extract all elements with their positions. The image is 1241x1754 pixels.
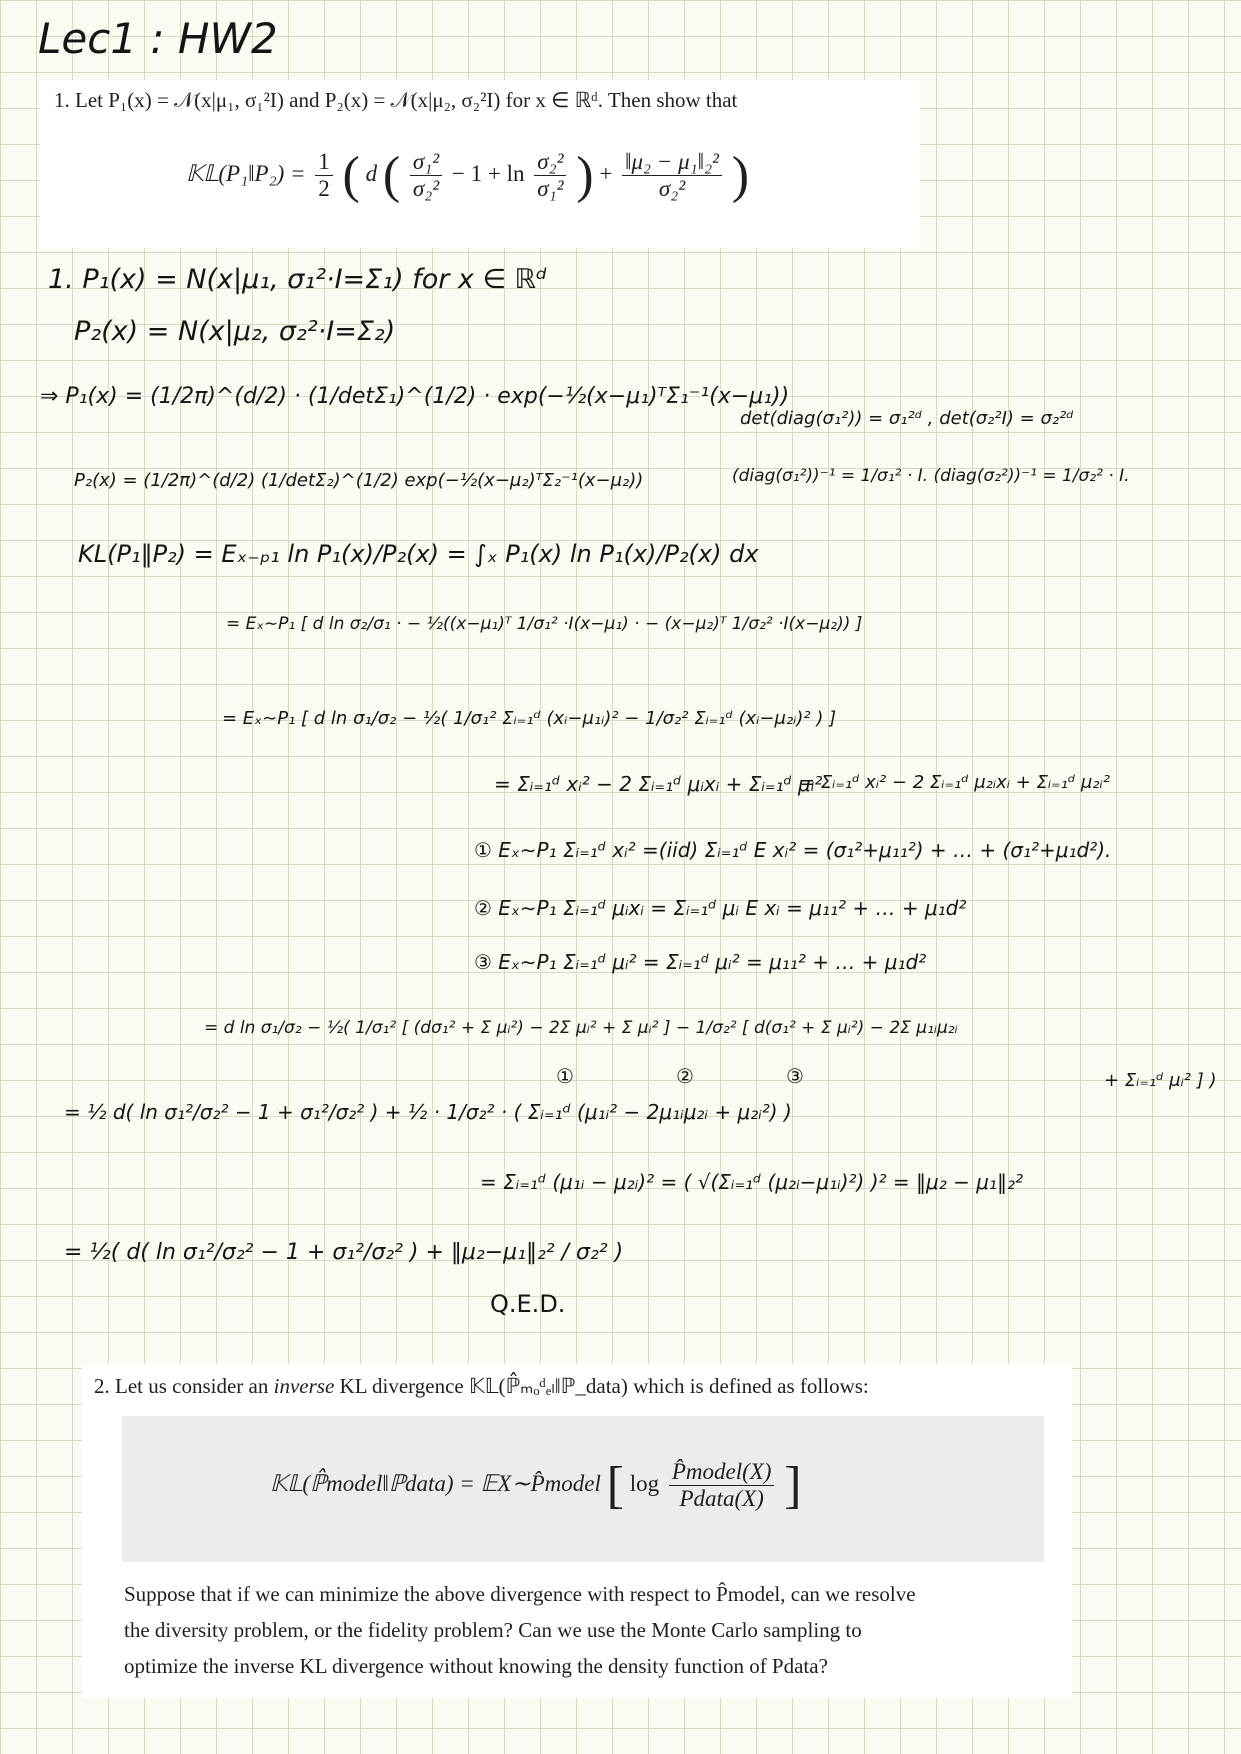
solution-line-10: ② Eₓ∼P₁ Σᵢ₌₁ᵈ μᵢxᵢ = Σᵢ₌₁ᵈ μᵢ E xᵢ = μ₁₁² + … + μ₁d² (474, 896, 967, 920)
formula-middle: − 1 + ln (451, 160, 525, 186)
solution-side-note-1: det(diag(σ₁²)) = σ₁²ᵈ , det(σ₂²I) = σ₂²ᵈ (740, 408, 1074, 429)
solution-line-4: P₂(x) = (1/2π)^(d/2) (1/detΣ₂)^(1/2) exp(−½(x−μ₂)ᵀΣ₂⁻¹(x−μ₂)) (74, 470, 644, 491)
problem-2-question-line-1: Suppose that if we can minimize the above divergence with respect to P̂model, can we resolve (124, 1582, 916, 1606)
problem-2-formula-lhs: 𝕂𝕃(ℙ̂model‖ℙdata) = 𝔼X∼P̂model (270, 1470, 601, 1496)
formula-lhs: 𝕂𝕃(P₁‖P₂) = (186, 160, 306, 186)
problem-2-question-line-2: the diversity problem, or the fidelity problem? Can we use the Monte Carlo sampling to (124, 1618, 862, 1642)
solution-line-14: = Σᵢ₌₁ᵈ (μ₁ᵢ − μ₂ᵢ)² = ( √(Σᵢ₌₁ᵈ (μ₂ᵢ−μ₁ᵢ)²) )² = ‖μ₂ − μ₁‖₂² (480, 1170, 1023, 1194)
solution-line-11: ③ Eₓ∼P₁ Σᵢ₌₁ᵈ μᵢ² = Σᵢ₌₁ᵈ μᵢ² = μ₁₁² + … + μ₁d² (474, 950, 927, 974)
problem-2-number: 2. (94, 1374, 110, 1398)
solution-line-7: = Eₓ∼P₁ [ d ln σ₁/σ₂ − ½( 1/σ₁² Σᵢ₌₁ᵈ (xᵢ−μ₁ᵢ)² − 1/σ₂² Σᵢ₌₁ᵈ (xᵢ−μ₂ᵢ)² ) ] (222, 708, 837, 729)
solution-circle-2: ② (676, 1064, 694, 1088)
solution-line-5: KL(P₁‖P₂) = Eₓ₋ₚ₁ ln P₁(x)/P₂(x) = ∫ₓ P₁(x) ln P₁(x)/P₂(x) dx (78, 540, 759, 568)
problem-1-formula: 𝕂𝕃(P₁‖P₂) = $\frac{1}{2}$ ( d ( $\frac{\text{σ₁²}}{\text{σ₂²}}$ − 1 + ln $\frac{\text{σ₂²}}{\text{σ₁²}}$ ) + $\frac{\text{‖μ₂ − μ₁‖₂²}}{\text{σ₂²}}$ ) (186, 147, 750, 204)
solution-line-2: P₂(x) = N(x|μ₂, σ₂²·I=Σ₂) (74, 316, 396, 347)
solution-line-15: = ½( d( ln σ₁²/σ₂² − 1 + σ₁²/σ₂² ) + ‖μ₂−μ₁‖₂² / σ₂² ) (64, 1240, 624, 1265)
solution-line-8a: = Σᵢ₌₁ᵈ xᵢ² − 2 Σᵢ₌₁ᵈ μᵢxᵢ + Σᵢ₌₁ᵈ μᵢ² (494, 772, 823, 796)
problem-2-intro: 2. Let us consider an inverse KL divergence 𝕂𝕃(ℙ̂ₘₒᵈₑₗ‖ℙ_data) which is defined as follows: (94, 1374, 869, 1398)
formula-ratio-2: $\frac{\text{σ₂²}}{\text{σ₁²}}$ (534, 149, 566, 202)
solution-line-3: ⇒ P₁(x) = (1/2π)^(d/2) · (1/detΣ₁)^(1/2) · exp(−½(x−μ₁)ᵀΣ₁⁻¹(x−μ₁)) (40, 384, 790, 409)
problem-2-inverse-word: inverse (273, 1374, 335, 1398)
problem-2-question (124, 1576, 916, 1684)
problem-2-question-line-3: optimize the inverse KL divergence without knowing the density function of Pdata? (124, 1654, 828, 1678)
solution-side-note-2: (diag(σ₁²))⁻¹ = 1/σ₁² · I. (diag(σ₂²))⁻¹ = 1/σ₂² · I. (732, 466, 1130, 486)
formula-half: $\frac{1}{2}$ (315, 149, 333, 202)
problem-2-formula-ratio: $\frac{\text{P̂model(X)}}{\text{Pdata(X)}}$ (669, 1459, 775, 1512)
problem-2-formula-log: log (629, 1470, 660, 1496)
solution-line-6: = Eₓ∼P₁ [ d ln σ₂/σ₁ · − ½((x−μ₁)ᵀ 1/σ₁² ·I(x−μ₁) · − (x−μ₂)ᵀ 1/σ₂² ·I(x−μ₂)) ] (226, 614, 863, 634)
problem-1-statement (54, 88, 737, 113)
qed-mark: Q.E.D. (490, 1290, 566, 1318)
solution-line-9: ① Eₓ∼P₁ Σᵢ₌₁ᵈ xᵢ² =(iid) Σᵢ₌₁ᵈ E xᵢ² = (σ₁²+μ₁₁²) + … + (σ₁²+μ₁d²). (474, 838, 1112, 862)
solution-line-13: = ½ d( ln σ₁²/σ₂² − 1 + σ₁²/σ₂² ) + ½ · 1/σ₂² · ( Σᵢ₌₁ᵈ (μ₁ᵢ² − 2μ₁ᵢμ₂ᵢ + μ₂ᵢ²) ) (64, 1100, 792, 1124)
solution-line-12: = d ln σ₁/σ₂ − ½( 1/σ₁² [ (dσ₁² + Σ μᵢ²) − 2Σ μᵢ² + Σ μᵢ² ] − 1/σ₂² [ d(σ₁² + Σ μᵢ²) − 2Σ μ₁ᵢμ₂ᵢ (204, 1018, 958, 1038)
formula-d: d (365, 160, 378, 186)
formula-ratio-1: $\frac{\text{σ₁²}}{\text{σ₂²}}$ (410, 149, 442, 202)
formula-ratio-3: $\frac{\text{‖μ₂ − μ₁‖₂²}}{\text{σ₂²}}$ (622, 149, 722, 202)
problem-2-formula: 𝕂𝕃(ℙ̂model‖ℙdata) = 𝔼X∼P̂model [ log $\frac{\text{P̂model(X)}}{\text{Pdata(X)}}$ ] (270, 1457, 802, 1514)
problem-2-formula-box (122, 1416, 1044, 1562)
problem-1-card (40, 80, 920, 248)
solution-line-1: 1. P₁(x) = N(x|μ₁, σ₁²·I=Σ₁) for x ∈ ℝᵈ (48, 264, 547, 295)
problem-2-card (82, 1364, 1072, 1698)
problem-1-number: 1. (54, 88, 70, 112)
page-heading: Lec1 : HW2 (38, 14, 278, 63)
problem-1-text: Let P₁(x) = 𝒩(x|μ₁, σ₁²I) and P₂(x) = 𝒩(x|μ₂, σ₂²I) for x ∈ ℝᵈ. Then show that (75, 88, 738, 112)
solution-circle-1: ① (556, 1064, 574, 1088)
formula-plus: + (599, 160, 613, 186)
solution-line-8b: = Σᵢ₌₁ᵈ xᵢ² − 2 Σᵢ₌₁ᵈ μ₂ᵢxᵢ + Σᵢ₌₁ᵈ μ₂ᵢ² (800, 772, 1110, 793)
solution-line-12b: + Σᵢ₌₁ᵈ μᵢ² ] ) (1104, 1070, 1217, 1091)
solution-circle-3: ③ (786, 1064, 804, 1088)
